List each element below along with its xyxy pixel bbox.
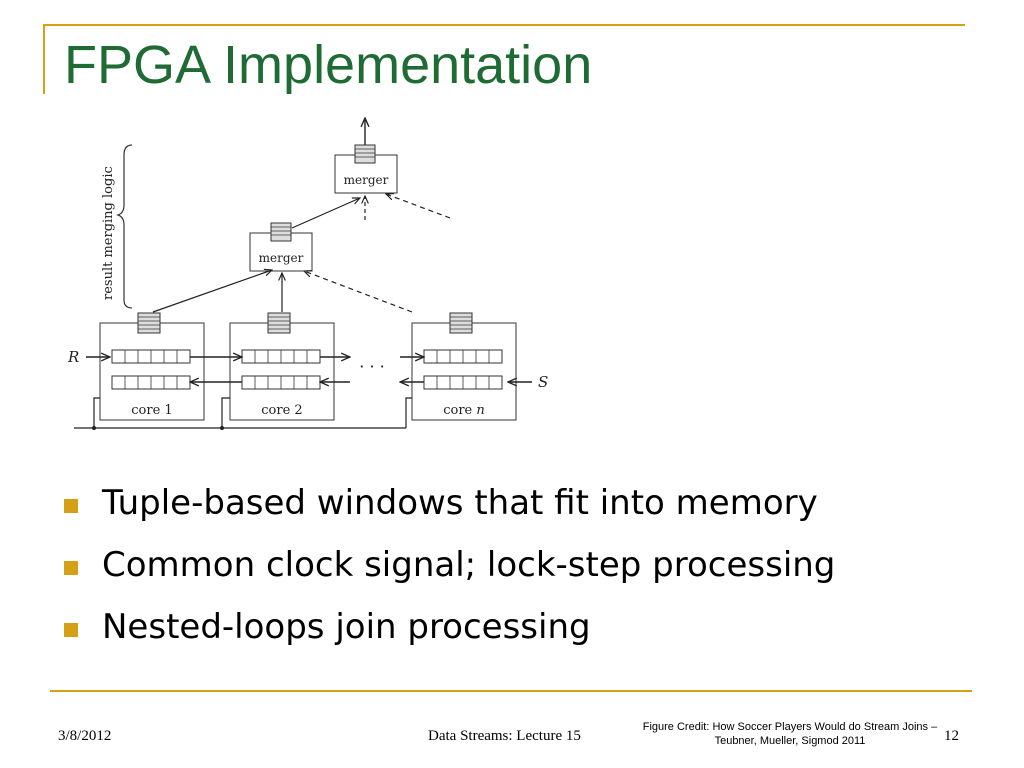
core-2 <box>230 313 334 420</box>
merger-top-label: merger <box>343 173 389 187</box>
bullet-item <box>64 536 835 598</box>
join-architecture-diagram <box>60 110 560 440</box>
brace-label: result merging logic <box>101 166 116 300</box>
merger-lower <box>250 223 312 271</box>
core-label: core n <box>443 403 485 418</box>
footer-title: Data Streams: Lecture 15 <box>428 728 581 744</box>
merger-top <box>335 145 397 193</box>
bullet-list <box>64 474 835 660</box>
core-label: core 2 <box>261 403 303 418</box>
core-label: core 1 <box>131 403 173 418</box>
bullet-text: Common clock signal; lock-step processing <box>102 545 836 585</box>
page-number: 12 <box>944 728 959 744</box>
core-1 <box>100 313 204 420</box>
bullet-item <box>64 598 835 660</box>
bullet-marker <box>64 499 78 513</box>
core-3 <box>412 313 516 420</box>
frame-accent-vertical <box>43 24 45 94</box>
result-merging-brace <box>118 145 132 308</box>
bullet-marker <box>64 623 78 637</box>
footer-rule <box>50 690 972 692</box>
input-s-label: S <box>538 373 549 391</box>
bullet-text: Tuple-based windows that fit into memory <box>102 483 818 523</box>
merger-lower-label: merger <box>258 251 304 265</box>
figure-credit <box>630 720 950 748</box>
frame-accent-horizontal <box>43 24 965 26</box>
bullet-text: Nested-loops join processing <box>102 607 591 647</box>
slide-title: FPGA Implementation <box>64 35 593 95</box>
bullet-item <box>64 474 835 536</box>
footer-date: 3/8/2012 <box>58 728 112 744</box>
bullet-marker <box>64 561 78 575</box>
figure-credit-line-1: Figure Credit: How Soccer Players Would do Stream Joins – <box>642 721 938 733</box>
ellipsis: · · · <box>359 357 385 376</box>
input-r-label: R <box>68 348 80 366</box>
figure-credit-line-2: Teubner, Mueller, Sigmod 2011 <box>714 735 866 747</box>
